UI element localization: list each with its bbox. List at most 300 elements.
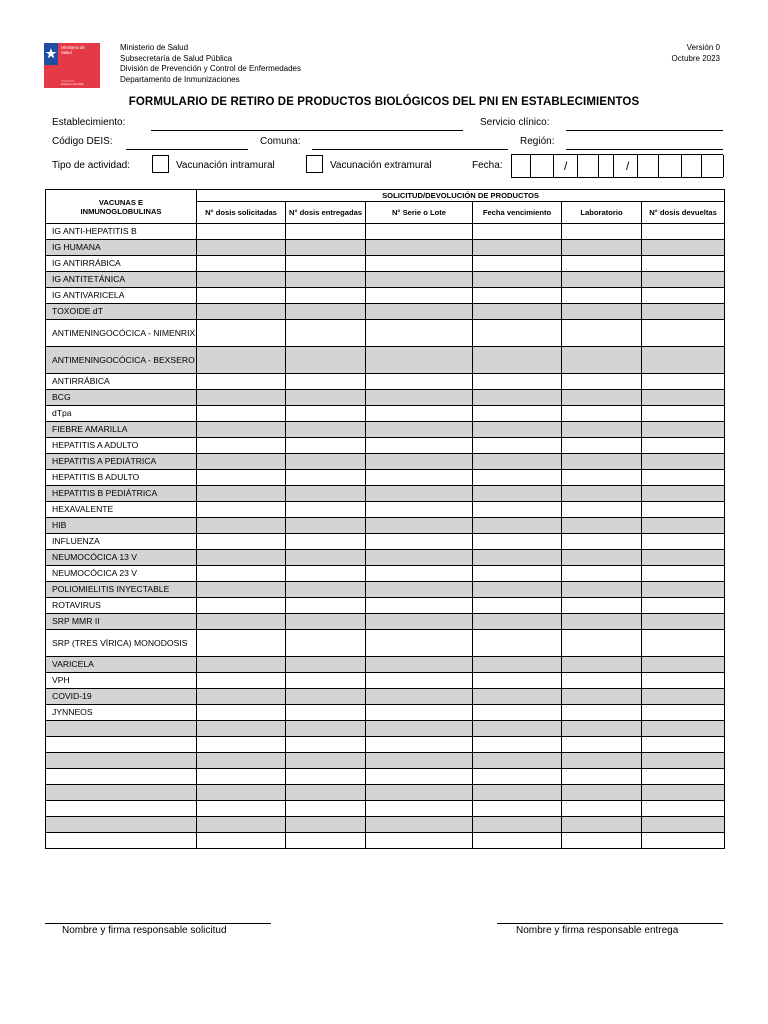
entry-cell[interactable]: [642, 486, 725, 502]
entry-cell[interactable]: [286, 566, 366, 582]
entry-cell[interactable]: [286, 550, 366, 566]
entry-cell[interactable]: [197, 801, 286, 817]
entry-cell[interactable]: [286, 598, 366, 614]
entry-cell[interactable]: [473, 673, 562, 689]
entry-cell[interactable]: [473, 566, 562, 582]
vaccine-name: HEPATITIS A PEDIÁTRICA: [46, 454, 197, 470]
entry-cell[interactable]: [197, 705, 286, 721]
vaccine-name: [46, 753, 197, 769]
entry-cell[interactable]: [473, 721, 562, 737]
col-header: N° dosis entregadas: [286, 202, 366, 224]
entry-cell[interactable]: [366, 470, 473, 486]
entry-cell[interactable]: [286, 801, 366, 817]
entry-cell[interactable]: [473, 550, 562, 566]
entry-cell[interactable]: [642, 582, 725, 598]
entry-cell[interactable]: [197, 598, 286, 614]
entry-cell[interactable]: [562, 486, 642, 502]
entry-cell[interactable]: [562, 550, 642, 566]
entry-cell[interactable]: [286, 753, 366, 769]
entry-cell[interactable]: [197, 689, 286, 705]
vaccine-name: ROTAVIRUS: [46, 598, 197, 614]
entry-cell[interactable]: [197, 347, 286, 374]
entry-cell[interactable]: [366, 272, 473, 288]
entry-cell[interactable]: [197, 673, 286, 689]
entry-cell[interactable]: [473, 347, 562, 374]
entry-cell[interactable]: [366, 657, 473, 673]
entry-cell[interactable]: [642, 347, 725, 374]
entry-cell[interactable]: [366, 550, 473, 566]
entry-cell[interactable]: [366, 347, 473, 374]
entry-cell[interactable]: [473, 304, 562, 320]
entry-cell[interactable]: [286, 272, 366, 288]
entry-cell[interactable]: [642, 304, 725, 320]
entry-cell[interactable]: [562, 598, 642, 614]
extramural-checkbox[interactable]: [306, 155, 323, 173]
vaccine-name: POLIOMIELITIS INYECTABLE: [46, 582, 197, 598]
servicio-label: Servicio clínico:: [480, 117, 550, 128]
entry-cell[interactable]: [286, 833, 366, 849]
entry-cell[interactable]: [197, 753, 286, 769]
entry-cell[interactable]: [197, 582, 286, 598]
entry-cell[interactable]: [366, 422, 473, 438]
entry-cell[interactable]: [473, 320, 562, 347]
entry-cell[interactable]: [642, 534, 725, 550]
entry-cell[interactable]: [366, 689, 473, 705]
entry-cell[interactable]: [197, 288, 286, 304]
ministry-line: Departamento de Inmunizaciones: [120, 74, 240, 84]
products-table: [45, 189, 725, 849]
entry-cell[interactable]: [562, 817, 642, 833]
table-row: [46, 550, 725, 566]
vaccine-name: HEPATITIS B PEDIÁTRICA: [46, 486, 197, 502]
entry-cell[interactable]: [473, 582, 562, 598]
entry-cell[interactable]: [642, 550, 725, 566]
vaccine-name: ANTIRRÁBICA: [46, 374, 197, 390]
entry-cell[interactable]: [562, 582, 642, 598]
version-date: Octubre 2023: [671, 53, 720, 63]
entry-cell[interactable]: [473, 374, 562, 390]
entry-cell[interactable]: [366, 705, 473, 721]
entry-cell[interactable]: [562, 630, 642, 657]
entry-cell[interactable]: [473, 422, 562, 438]
signature-line-left[interactable]: [45, 923, 271, 924]
entry-cell[interactable]: [197, 502, 286, 518]
entry-cell[interactable]: [642, 737, 725, 753]
entry-cell[interactable]: [642, 598, 725, 614]
entry-cell[interactable]: [642, 705, 725, 721]
entry-cell[interactable]: [562, 304, 642, 320]
entry-cell[interactable]: [642, 470, 725, 486]
fecha-label: Fecha:: [472, 160, 503, 171]
entry-cell[interactable]: [286, 347, 366, 374]
table-row: [46, 673, 725, 689]
entry-cell[interactable]: [286, 518, 366, 534]
entry-cell[interactable]: [366, 753, 473, 769]
vaccine-name: NEUMOCÓCICA 13 V: [46, 550, 197, 566]
signature-label-right: Nombre y firma responsable entrega: [516, 925, 679, 936]
entry-cell[interactable]: [197, 224, 286, 240]
entry-cell[interactable]: [562, 673, 642, 689]
region-field[interactable]: [566, 149, 723, 150]
deis-field[interactable]: [126, 149, 248, 150]
table-row: [46, 582, 725, 598]
servicio-field[interactable]: [566, 130, 723, 131]
entry-cell[interactable]: [197, 470, 286, 486]
entry-cell[interactable]: [642, 673, 725, 689]
vaccine-name: INFLUENZA: [46, 534, 197, 550]
entry-cell[interactable]: [366, 534, 473, 550]
entry-cell[interactable]: [642, 320, 725, 347]
entry-cell[interactable]: [473, 486, 562, 502]
table-row: [46, 705, 725, 721]
table-row: [46, 785, 725, 801]
entry-cell[interactable]: [366, 486, 473, 502]
entry-cell[interactable]: [366, 614, 473, 630]
entry-cell[interactable]: [286, 256, 366, 272]
entry-cell[interactable]: [366, 673, 473, 689]
entry-cell[interactable]: [473, 737, 562, 753]
entry-cell[interactable]: [562, 534, 642, 550]
entry-cell[interactable]: [642, 502, 725, 518]
entry-cell[interactable]: [642, 566, 725, 582]
entry-cell[interactable]: [286, 486, 366, 502]
vaccine-name: ANTIMENINGOCÓCICA - BEXSERO: [46, 347, 197, 374]
fecha-slash: /: [564, 159, 568, 173]
entry-cell[interactable]: [562, 518, 642, 534]
entry-cell[interactable]: [473, 518, 562, 534]
entry-cell[interactable]: [642, 817, 725, 833]
entry-cell[interactable]: [197, 454, 286, 470]
table-row: [46, 374, 725, 390]
table-row: [46, 689, 725, 705]
entry-cell[interactable]: [562, 320, 642, 347]
table-row: [46, 390, 725, 406]
entry-cell[interactable]: [642, 721, 725, 737]
entry-cell[interactable]: [197, 390, 286, 406]
table-row: [46, 438, 725, 454]
entry-cell[interactable]: [197, 657, 286, 673]
entry-cell[interactable]: [366, 256, 473, 272]
entry-cell[interactable]: [197, 256, 286, 272]
entry-cell[interactable]: [562, 240, 642, 256]
vaccine-name: SRP MMR II: [46, 614, 197, 630]
intramural-label: Vacunación intramural: [176, 160, 275, 171]
entry-cell[interactable]: [197, 737, 286, 753]
table-row: [46, 240, 725, 256]
entry-cell[interactable]: [642, 224, 725, 240]
table-row: [46, 614, 725, 630]
vaccine-name: HEPATITIS A ADULTO: [46, 438, 197, 454]
entry-cell[interactable]: [473, 705, 562, 721]
comuna-field[interactable]: [312, 149, 508, 150]
entry-cell[interactable]: [366, 240, 473, 256]
entry-cell[interactable]: [286, 470, 366, 486]
entry-cell[interactable]: [642, 801, 725, 817]
entry-cell[interactable]: [473, 470, 562, 486]
entry-cell[interactable]: [473, 272, 562, 288]
entry-cell[interactable]: [366, 833, 473, 849]
entry-cell[interactable]: [642, 256, 725, 272]
entry-cell[interactable]: [286, 673, 366, 689]
entry-cell[interactable]: [562, 737, 642, 753]
entry-cell[interactable]: [366, 374, 473, 390]
entry-cell[interactable]: [562, 566, 642, 582]
entry-cell[interactable]: [562, 689, 642, 705]
entry-cell[interactable]: [197, 614, 286, 630]
entry-cell[interactable]: [562, 454, 642, 470]
entry-cell[interactable]: [642, 833, 725, 849]
table-row: [46, 272, 725, 288]
entry-cell[interactable]: [366, 438, 473, 454]
entry-cell[interactable]: [286, 817, 366, 833]
ministry-line: Ministerio de Salud: [120, 43, 189, 52]
entry-cell[interactable]: [286, 689, 366, 705]
entry-cell[interactable]: [642, 657, 725, 673]
vaccine-name: FIEBRE AMARILLA: [46, 422, 197, 438]
entry-cell[interactable]: [473, 288, 562, 304]
entry-cell[interactable]: [642, 769, 725, 785]
entry-cell[interactable]: [197, 833, 286, 849]
entry-cell[interactable]: [473, 240, 562, 256]
entry-cell[interactable]: [366, 406, 473, 422]
entry-cell[interactable]: [286, 737, 366, 753]
entry-cell[interactable]: [562, 406, 642, 422]
entry-cell[interactable]: [562, 422, 642, 438]
entry-cell[interactable]: [286, 705, 366, 721]
vaccine-name: IG ANTITETÁNICA: [46, 272, 197, 288]
entry-cell[interactable]: [197, 630, 286, 657]
ministry-line: Subsecretaría de Salud Pública: [120, 53, 233, 63]
entry-cell[interactable]: [286, 422, 366, 438]
entry-cell[interactable]: [286, 320, 366, 347]
entry-cell[interactable]: [197, 438, 286, 454]
entry-cell[interactable]: [286, 406, 366, 422]
entry-cell[interactable]: [197, 320, 286, 347]
entry-cell[interactable]: [562, 438, 642, 454]
entry-cell[interactable]: [562, 470, 642, 486]
entry-cell[interactable]: [286, 769, 366, 785]
entry-cell[interactable]: [366, 454, 473, 470]
entry-cell[interactable]: [366, 566, 473, 582]
entry-cell[interactable]: [286, 304, 366, 320]
entry-cell[interactable]: [562, 801, 642, 817]
entry-cell[interactable]: [366, 502, 473, 518]
entry-cell[interactable]: [473, 224, 562, 240]
entry-cell[interactable]: [562, 833, 642, 849]
entry-cell[interactable]: [366, 598, 473, 614]
entry-cell[interactable]: [366, 582, 473, 598]
entry-cell[interactable]: [286, 224, 366, 240]
entry-cell[interactable]: [562, 657, 642, 673]
entry-cell[interactable]: [197, 817, 286, 833]
entry-cell[interactable]: [473, 769, 562, 785]
entry-cell[interactable]: [197, 304, 286, 320]
entry-cell[interactable]: [473, 657, 562, 673]
entry-cell[interactable]: [562, 614, 642, 630]
entry-cell[interactable]: [562, 705, 642, 721]
table-row: [46, 454, 725, 470]
entry-cell[interactable]: [197, 272, 286, 288]
entry-cell[interactable]: [366, 288, 473, 304]
entry-cell[interactable]: [642, 406, 725, 422]
entry-cell[interactable]: [642, 272, 725, 288]
ministry-block: [120, 43, 301, 85]
vaccine-name: JYNNEOS: [46, 705, 197, 721]
col-header: N° Serie o Lote: [366, 202, 473, 224]
entry-cell[interactable]: [473, 689, 562, 705]
entry-cell[interactable]: [562, 390, 642, 406]
entry-cell[interactable]: [366, 224, 473, 240]
entry-cell[interactable]: [197, 374, 286, 390]
entry-cell[interactable]: [642, 454, 725, 470]
table-row: [46, 502, 725, 518]
entry-cell[interactable]: [642, 614, 725, 630]
table-row: [46, 737, 725, 753]
vaccine-name: ANTIMENINGOCÓCICA - NIMENRIX: [46, 320, 197, 347]
entry-cell[interactable]: [286, 240, 366, 256]
entry-cell[interactable]: [473, 833, 562, 849]
entry-cell[interactable]: [473, 753, 562, 769]
entry-cell[interactable]: [197, 240, 286, 256]
entry-cell[interactable]: [366, 630, 473, 657]
entry-cell[interactable]: [366, 737, 473, 753]
entry-cell[interactable]: [286, 454, 366, 470]
entry-cell[interactable]: [562, 721, 642, 737]
entry-cell[interactable]: [286, 438, 366, 454]
entry-cell[interactable]: [562, 224, 642, 240]
entry-cell[interactable]: [473, 785, 562, 801]
table-row: [46, 422, 725, 438]
entry-cell[interactable]: [642, 288, 725, 304]
entry-cell[interactable]: [642, 518, 725, 534]
entry-cell[interactable]: [562, 288, 642, 304]
entry-cell[interactable]: [562, 272, 642, 288]
entry-cell[interactable]: [642, 390, 725, 406]
col-header: Fecha vencimiento: [473, 202, 562, 224]
vaccine-name: [46, 721, 197, 737]
entry-cell[interactable]: [197, 769, 286, 785]
vaccine-name: SRP (TRES VÍRICA) MONODOSIS: [46, 630, 197, 657]
vaccine-name: BCG: [46, 390, 197, 406]
entry-cell[interactable]: [642, 374, 725, 390]
entry-cell[interactable]: [366, 769, 473, 785]
table-row: [46, 817, 725, 833]
table-row: [46, 657, 725, 673]
entry-cell[interactable]: [473, 390, 562, 406]
vaccine-name: IG ANTIRRÁBICA: [46, 256, 197, 272]
vaccine-name: [46, 737, 197, 753]
entry-cell[interactable]: [562, 785, 642, 801]
logo-text-3: Gobierno de Chile: [61, 82, 84, 86]
entry-cell[interactable]: [197, 721, 286, 737]
entry-cell[interactable]: [473, 817, 562, 833]
deis-label: Código DEIS:: [52, 136, 113, 147]
table-row: [46, 833, 725, 849]
entry-cell[interactable]: [286, 721, 366, 737]
entry-cell[interactable]: [286, 390, 366, 406]
entry-cell[interactable]: [286, 374, 366, 390]
entry-cell[interactable]: [473, 598, 562, 614]
entry-cell[interactable]: [562, 374, 642, 390]
version-block: [672, 43, 720, 64]
entry-cell[interactable]: [197, 518, 286, 534]
entry-cell[interactable]: [642, 689, 725, 705]
entry-cell[interactable]: [562, 769, 642, 785]
entry-cell[interactable]: [197, 566, 286, 582]
entry-cell[interactable]: [473, 502, 562, 518]
entry-cell[interactable]: [197, 785, 286, 801]
entry-cell[interactable]: [642, 785, 725, 801]
entry-cell[interactable]: [366, 721, 473, 737]
entry-cell[interactable]: [286, 630, 366, 657]
entry-cell[interactable]: [473, 614, 562, 630]
entry-cell[interactable]: [197, 406, 286, 422]
vaccine-name: HEXAVALENTE: [46, 502, 197, 518]
entry-cell[interactable]: [473, 256, 562, 272]
col-header: N° dosis solicitadas: [197, 202, 286, 224]
entry-cell[interactable]: [366, 390, 473, 406]
entry-cell[interactable]: [562, 753, 642, 769]
form-title: FORMULARIO DE RETIRO DE PRODUCTOS BIOLÓGICOS DEL PNI EN ESTABLECIMIENTOS: [128, 96, 640, 108]
entry-cell[interactable]: [286, 534, 366, 550]
entry-cell[interactable]: [366, 801, 473, 817]
intramural-checkbox[interactable]: [152, 155, 169, 173]
vaccine-name: HIB: [46, 518, 197, 534]
col-header: N° dosis devueltas: [642, 202, 725, 224]
ministry-logo: [44, 43, 100, 88]
entry-cell[interactable]: [366, 304, 473, 320]
entry-cell[interactable]: [286, 614, 366, 630]
entry-cell[interactable]: [473, 406, 562, 422]
entry-cell[interactable]: [197, 550, 286, 566]
entry-cell[interactable]: [642, 753, 725, 769]
entry-cell[interactable]: [473, 801, 562, 817]
entry-cell[interactable]: [473, 438, 562, 454]
entry-cell[interactable]: [366, 518, 473, 534]
entry-cell[interactable]: [642, 438, 725, 454]
entry-cell[interactable]: [642, 422, 725, 438]
entry-cell[interactable]: [562, 502, 642, 518]
entry-cell[interactable]: [642, 630, 725, 657]
entry-cell[interactable]: [473, 454, 562, 470]
table-row: [46, 753, 725, 769]
entry-cell[interactable]: [562, 256, 642, 272]
entry-cell[interactable]: [286, 785, 366, 801]
entry-cell[interactable]: [286, 288, 366, 304]
entry-cell[interactable]: [197, 534, 286, 550]
entry-cell[interactable]: [473, 534, 562, 550]
entry-cell[interactable]: [642, 240, 725, 256]
signature-line-right[interactable]: [497, 923, 723, 924]
table-row: [46, 801, 725, 817]
vaccine-name: TOXOIDE dT: [46, 304, 197, 320]
establecimiento-field[interactable]: [151, 130, 463, 131]
table-row: [46, 320, 725, 347]
table-row: [46, 630, 725, 657]
entry-cell[interactable]: [366, 817, 473, 833]
entry-cell[interactable]: [286, 657, 366, 673]
entry-cell[interactable]: [562, 347, 642, 374]
entry-cell[interactable]: [197, 486, 286, 502]
entry-cell[interactable]: [366, 785, 473, 801]
region-label: Región:: [520, 136, 555, 147]
entry-cell[interactable]: [286, 502, 366, 518]
entry-cell[interactable]: [366, 320, 473, 347]
entry-cell[interactable]: [473, 630, 562, 657]
entry-cell[interactable]: [197, 422, 286, 438]
table-row: [46, 256, 725, 272]
entry-cell[interactable]: [286, 582, 366, 598]
